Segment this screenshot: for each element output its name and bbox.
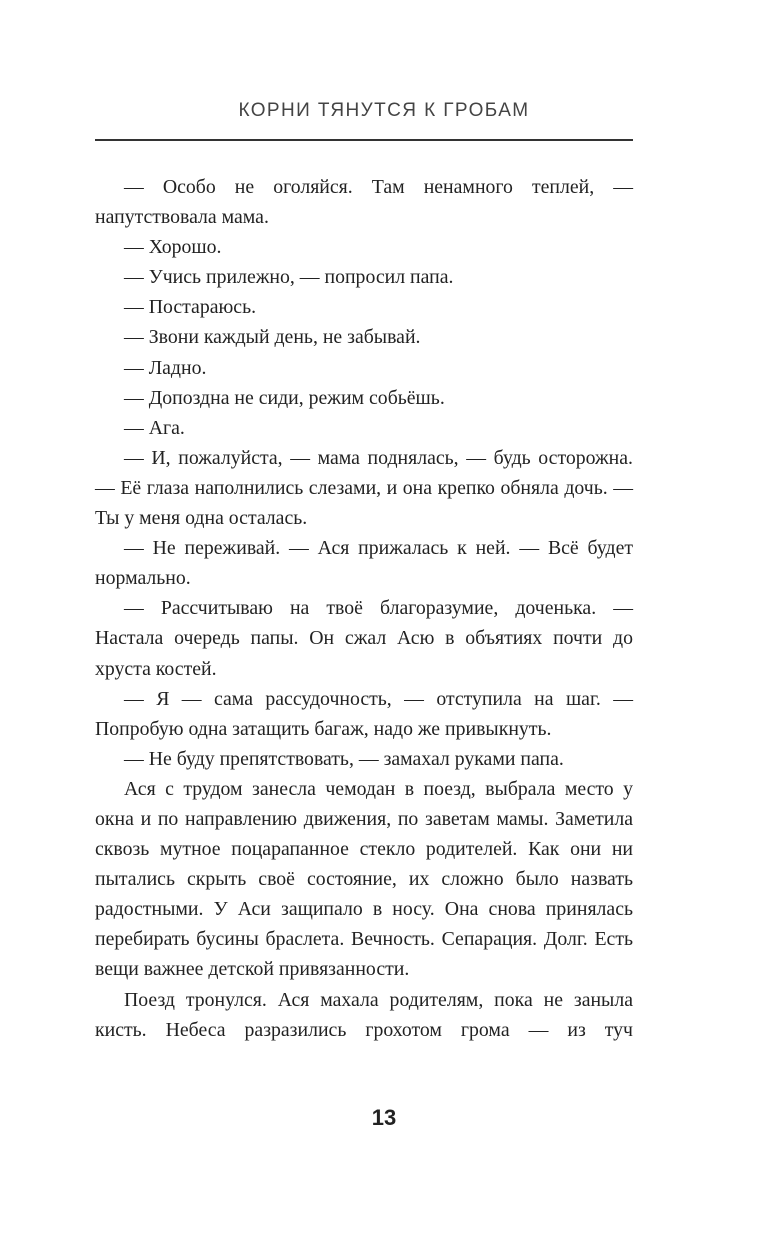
paragraph: — Рассчитываю на твоё благоразумие, доченька. — Настала очередь папы. Он сжал Асю в объятиях почти до хруста костей. bbox=[95, 597, 633, 680]
paragraph: — Постараюсь. bbox=[124, 296, 257, 319]
paragraph: — Ладно. bbox=[124, 356, 207, 379]
header-rule bbox=[95, 139, 633, 141]
paragraph: Ася с трудом занесла чемодан в поезд, выбрала место у окна и по направлению движения, по заветам мамы. Заметила сквозь мутное поцарапанное стекло родителей. Как они ни пытались скрыть своё состояние, их сложно было назвать радостными. У Аси защипало в носу. Она снова принялась перебирать бусины браслета. Вечность. Сепарация. Долг. Есть вещи важнее детской привязанности. bbox=[95, 777, 633, 981]
paragraph: Поезд тронулся. Ася махала родителям, пока не заныла кисть. Небеса разразились грохотом грома — из туч bbox=[95, 988, 633, 1041]
paragraph: — Хорошо. bbox=[124, 236, 222, 259]
paragraph: — Допоздна не сиди, режим собьёшь. bbox=[124, 386, 445, 409]
paragraph: — Не переживай. — Ася прижалась к ней. — Всё будет нормально. bbox=[95, 537, 633, 590]
paragraph: — Я — сама рассудочность, — отступила на шаг. — Попробую одна затащить багаж, надо же привыкнуть. bbox=[95, 687, 633, 740]
paragraph: — Не буду препятствовать, — замахал руками папа. bbox=[124, 747, 564, 770]
running-head: КОРНИ ТЯНУТСЯ К ГРОБАМ bbox=[238, 100, 530, 121]
paragraph: — Особо не оголяйся. Там ненамного теплей, — напутствовала мама. bbox=[95, 176, 633, 229]
page-number: 13 bbox=[371, 1105, 397, 1130]
paragraph: — И, пожалуйста, — мама поднялась, — будь осторожна. — Её глаза наполнились слезами, и она крепко обняла дочь. — Ты у меня одна осталась. bbox=[95, 446, 633, 530]
paragraph: — Звони каждый день, не забывай. bbox=[124, 326, 421, 349]
body-text bbox=[95, 172, 633, 1045]
paragraph: — Учись прилежно, — попросил папа. bbox=[124, 266, 454, 289]
paragraph: — Ага. bbox=[124, 416, 185, 439]
